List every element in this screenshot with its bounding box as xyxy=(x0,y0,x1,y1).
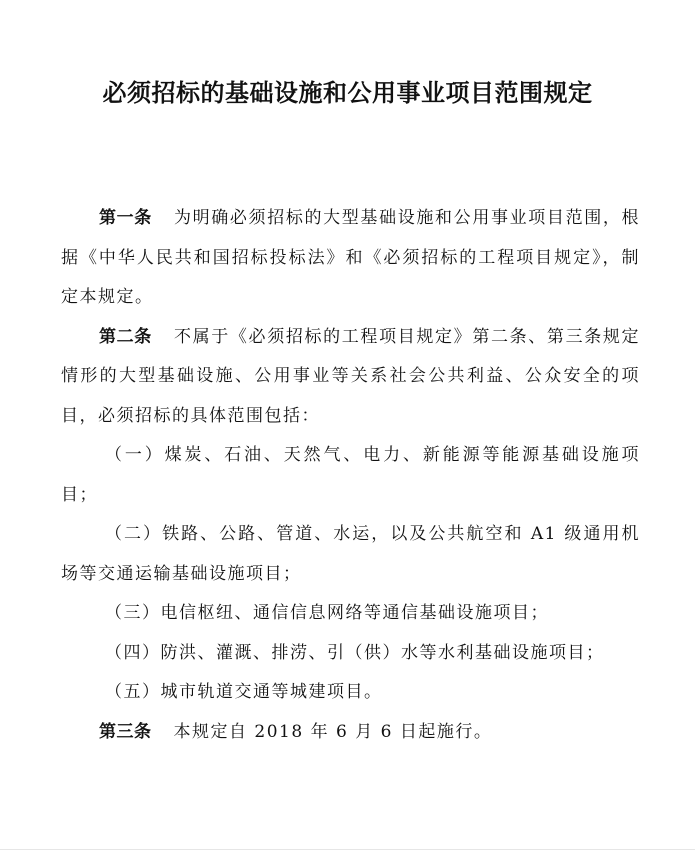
page-bottom-divider xyxy=(0,849,695,850)
scope-item-4: （四）防洪、灌溉、排涝、引（供）水等水利基础设施项目； xyxy=(105,642,605,663)
scope-item-3: （三）电信枢纽、通信信息网络等通信基础设施项目； xyxy=(105,603,549,623)
article-1-text: 为明确必须招标的大型基础设施和公用事业项目范围，根据《中华人民共和国招标投标法》和《必须招标的工程项目规定》，制定本规定。 xyxy=(61,208,641,307)
document-body xyxy=(61,199,640,752)
article-3-label: 第三条 xyxy=(99,721,152,742)
document-title: 必须招标的基础设施和公用事业项目范围规定 xyxy=(102,78,593,107)
article-2-label: 第二条 xyxy=(99,326,152,347)
article-2 xyxy=(61,318,640,437)
article-1 xyxy=(61,199,640,318)
article-3-text: 本规定自 2018 年 6 月 6 日起施行。 xyxy=(173,721,493,742)
article-3 xyxy=(61,713,640,753)
scope-item-2: （二）铁路、公路、管道、水运，以及公共航空和 A1 级通用机场等交通运输基础设施项目； xyxy=(61,524,640,584)
article-1-label: 第一条 xyxy=(99,208,152,228)
scope-item-1: （一）煤炭、石油、天然气、电力、新能源等能源基础设施项目； xyxy=(61,445,640,505)
article-2-text: 不属于《必须招标的工程项目规定》第二条、第三条规定情形的大型基础设施、公用事业等关系社会公共利益、公众安全的项目，必须招标的具体范围包括： xyxy=(61,326,641,426)
scope-item-5: （五）城市轨道交通等城建项目。 xyxy=(105,682,383,702)
